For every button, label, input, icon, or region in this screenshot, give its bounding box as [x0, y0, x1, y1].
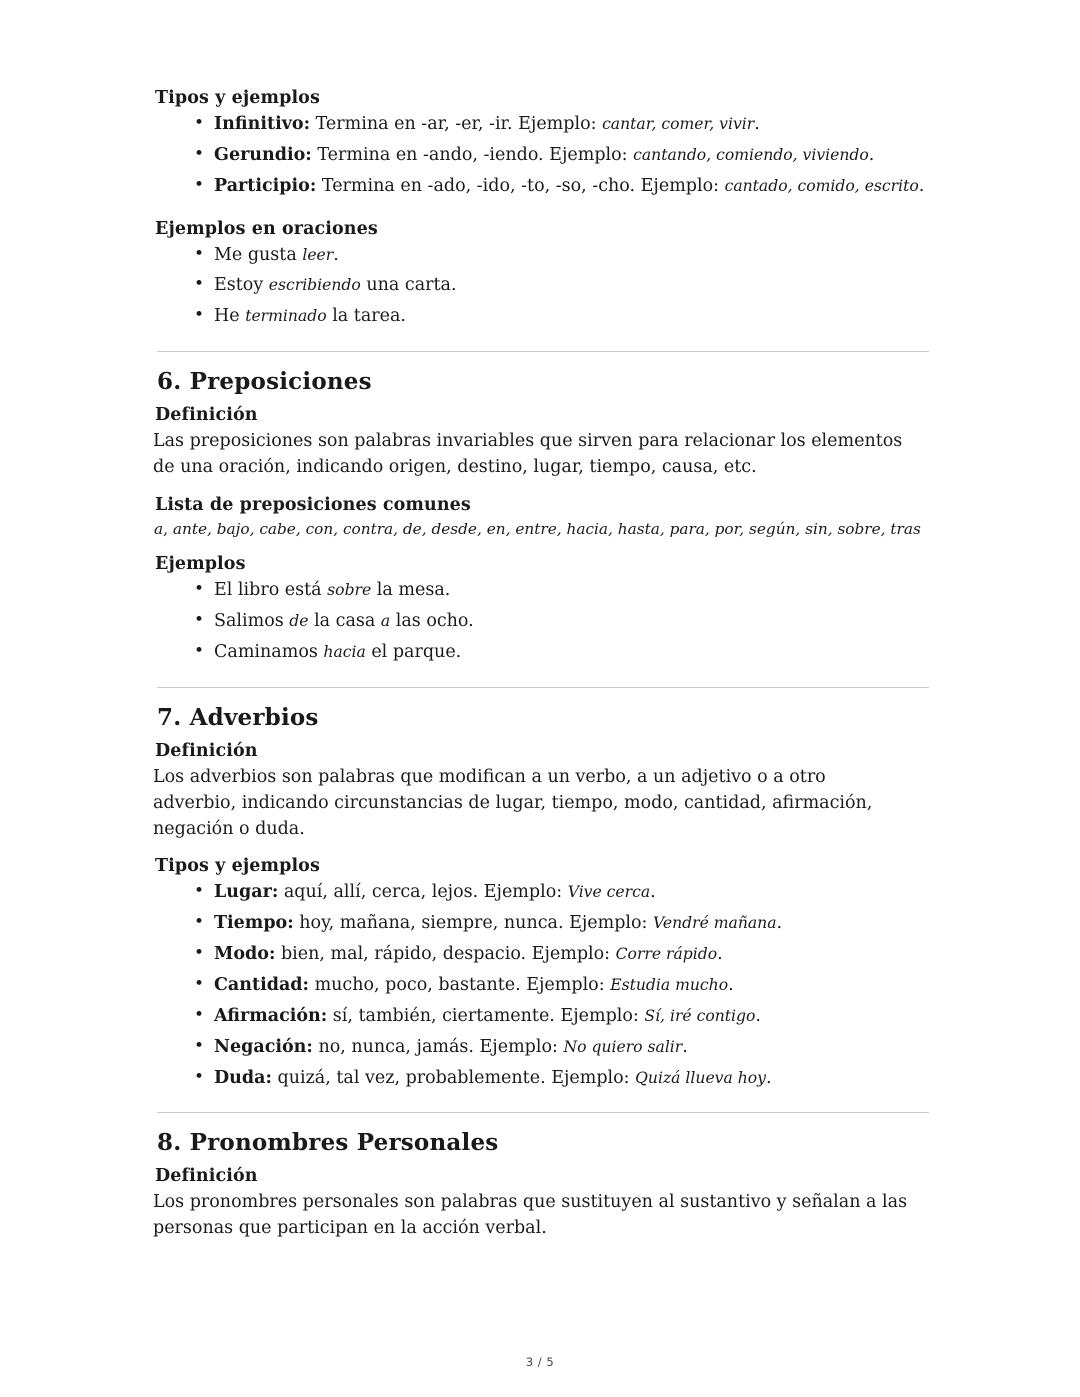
list-item	[192, 640, 930, 665]
item-tail: .	[728, 974, 734, 995]
list-item	[192, 243, 930, 268]
item-post: la casa	[308, 611, 381, 632]
prepositions-definition-heading: Definición	[155, 405, 258, 426]
item-pre: He	[214, 306, 246, 327]
item-example: Vive cerca	[567, 883, 651, 902]
item-pre: Me gusta	[214, 244, 303, 265]
item-label: Modo:	[214, 944, 276, 965]
item-tail: .	[868, 144, 875, 165]
verb-sentences-list	[152, 243, 930, 330]
item-pre: Caminamos	[214, 641, 324, 662]
list-item	[192, 973, 930, 998]
item-tail: .	[918, 175, 925, 196]
section-divider	[157, 687, 929, 688]
item-emphasis: leer	[302, 245, 334, 264]
item-emphasis: sobre	[327, 581, 372, 600]
pronouns-definition-text: Los pronombres personales son palabras que sustituyen al sustantivo y señalan a las personas que participan en la acción verbal.	[153, 1192, 908, 1239]
item-post: la mesa.	[371, 580, 451, 601]
item-text: hoy, mañana, siempre, nunca. Ejemplo:	[293, 913, 654, 934]
list-item	[192, 112, 930, 137]
verb-types-heading: Tipos y ejemplos	[155, 88, 320, 108]
item-tail: .	[682, 1036, 688, 1057]
list-item	[192, 1004, 930, 1029]
item-post: .	[333, 244, 339, 265]
list-item	[192, 911, 930, 936]
item-text: no, nunca, jamás. Ejemplo:	[312, 1036, 564, 1057]
prepositions-examples-heading: Ejemplos	[155, 554, 246, 575]
pronouns-definition-heading: Definición	[155, 1166, 258, 1187]
item-emphasis: terminado	[245, 307, 327, 326]
item-label: Infinitivo:	[214, 114, 311, 134]
item-example: Vendré mañana	[653, 914, 777, 933]
item-tail: .	[717, 944, 723, 965]
item-emphasis-2: a	[380, 612, 391, 631]
item-example: Corre rápido	[615, 945, 718, 964]
item-example: cantar, comer, vivir	[602, 115, 755, 133]
item-text: Termina en -ado, -ido, -to, -so, -cho. Ejemplo:	[316, 175, 725, 196]
item-emphasis: escribiendo	[268, 276, 361, 295]
page-footer	[0, 1355, 1080, 1369]
adverbs-definition-heading: Definición	[155, 740, 258, 761]
list-item	[192, 942, 930, 967]
section-prepositions	[152, 368, 930, 665]
adverbs-types-heading: Tipos y ejemplos	[155, 856, 320, 877]
list-item	[192, 609, 930, 634]
spacer	[152, 842, 930, 856]
item-label: Afirmación:	[214, 1005, 328, 1026]
item-post: una carta.	[360, 275, 457, 296]
item-label: Negación:	[214, 1036, 313, 1057]
prepositions-list-text: a, ante, bajo, cabe, con, contra, de, desde, en, entre, hacia, hasta, para, por, según, sin, sobre, tras	[154, 519, 921, 538]
prepositions-list-heading: Lista de preposiciones comunes	[155, 494, 471, 515]
item-tail: .	[754, 114, 760, 134]
adverbs-types-list	[152, 880, 930, 1090]
item-example: cantado, comido, escrito	[724, 176, 919, 195]
item-post: el parque.	[365, 641, 462, 662]
prepositions-definition-text: Las preposiciones son palabras invariables que sirven para relacionar los elementos de una oración, indicando origen, destino, lugar, tiempo, causa, etc.	[153, 431, 903, 477]
item-example: No quiero salir	[563, 1037, 683, 1056]
item-label: Participio:	[214, 175, 317, 196]
item-example: Estudia mucho	[610, 975, 729, 994]
item-text: Termina en -ando, -iendo. Ejemplo:	[311, 144, 634, 165]
section-divider	[157, 1112, 929, 1113]
list-item	[192, 304, 930, 329]
item-example: Sí, iré contigo	[644, 1006, 756, 1025]
list-item	[192, 174, 930, 199]
item-tail: .	[755, 1005, 761, 1026]
list-item	[192, 1066, 930, 1091]
item-text: sí, también, ciertamente. Ejemplo:	[327, 1005, 645, 1026]
adverbs-title: 7. Adverbios	[157, 703, 319, 731]
item-text: quizá, tal vez, probablemente. Ejemplo:	[271, 1067, 636, 1088]
section-adverbs	[152, 704, 930, 1091]
item-pre: Estoy	[214, 275, 269, 296]
item-tail: .	[650, 882, 656, 903]
item-text: mucho, poco, bastante. Ejemplo:	[309, 974, 611, 995]
list-item	[192, 143, 930, 168]
item-text: Termina en -ar, -er, -ir. Ejemplo:	[310, 114, 603, 134]
item-text: aquí, allí, cerca, lejos. Ejemplo:	[278, 882, 568, 903]
item-emphasis: de	[289, 612, 309, 631]
item-tail: .	[765, 1067, 772, 1088]
item-pre: El libro está	[214, 580, 328, 601]
list-item	[192, 578, 930, 603]
prepositions-examples-list	[152, 578, 930, 665]
list-item	[192, 1035, 930, 1060]
item-label: Tiempo:	[214, 913, 294, 934]
verb-sentences-heading: Ejemplos en oraciones	[155, 218, 378, 239]
list-item	[192, 273, 930, 298]
section-pronouns	[152, 1129, 930, 1242]
verb-types-list	[152, 112, 930, 199]
item-example: Quizá llueva hoy	[635, 1068, 766, 1087]
pronouns-title: 8. Pronombres Personales	[157, 1129, 499, 1157]
prepositions-title: 6. Preposiciones	[157, 368, 372, 396]
list-item	[192, 880, 930, 905]
section-verb-types	[152, 88, 930, 199]
item-label: Lugar:	[214, 882, 279, 903]
item-pre: Salimos	[214, 611, 290, 632]
item-example: cantando, comiendo, viviendo	[633, 145, 869, 164]
item-label: Duda:	[214, 1067, 272, 1088]
spacer	[152, 205, 930, 219]
adverbs-definition-text: Los adverbios son palabras que modifican a un verbo, a un adjetivo o a otro adverbio, indicando circunstancias de lugar, tiempo, modo, cantidad, afirmación, negación o duda.	[153, 766, 873, 839]
spacer	[152, 481, 930, 495]
item-label: Gerundio:	[214, 144, 312, 165]
page-number: 3 / 5	[525, 1355, 555, 1369]
item-text: bien, mal, rápido, despacio. Ejemplo:	[275, 944, 616, 965]
item-label: Cantidad:	[214, 974, 309, 995]
item-post: la tarea.	[326, 306, 406, 327]
section-divider	[157, 351, 929, 352]
section-verb-sentences	[152, 219, 930, 330]
spacer	[152, 540, 930, 554]
item-emphasis: hacia	[323, 642, 366, 661]
item-tail: .	[776, 913, 783, 934]
item-post-2: las ocho.	[390, 611, 474, 632]
